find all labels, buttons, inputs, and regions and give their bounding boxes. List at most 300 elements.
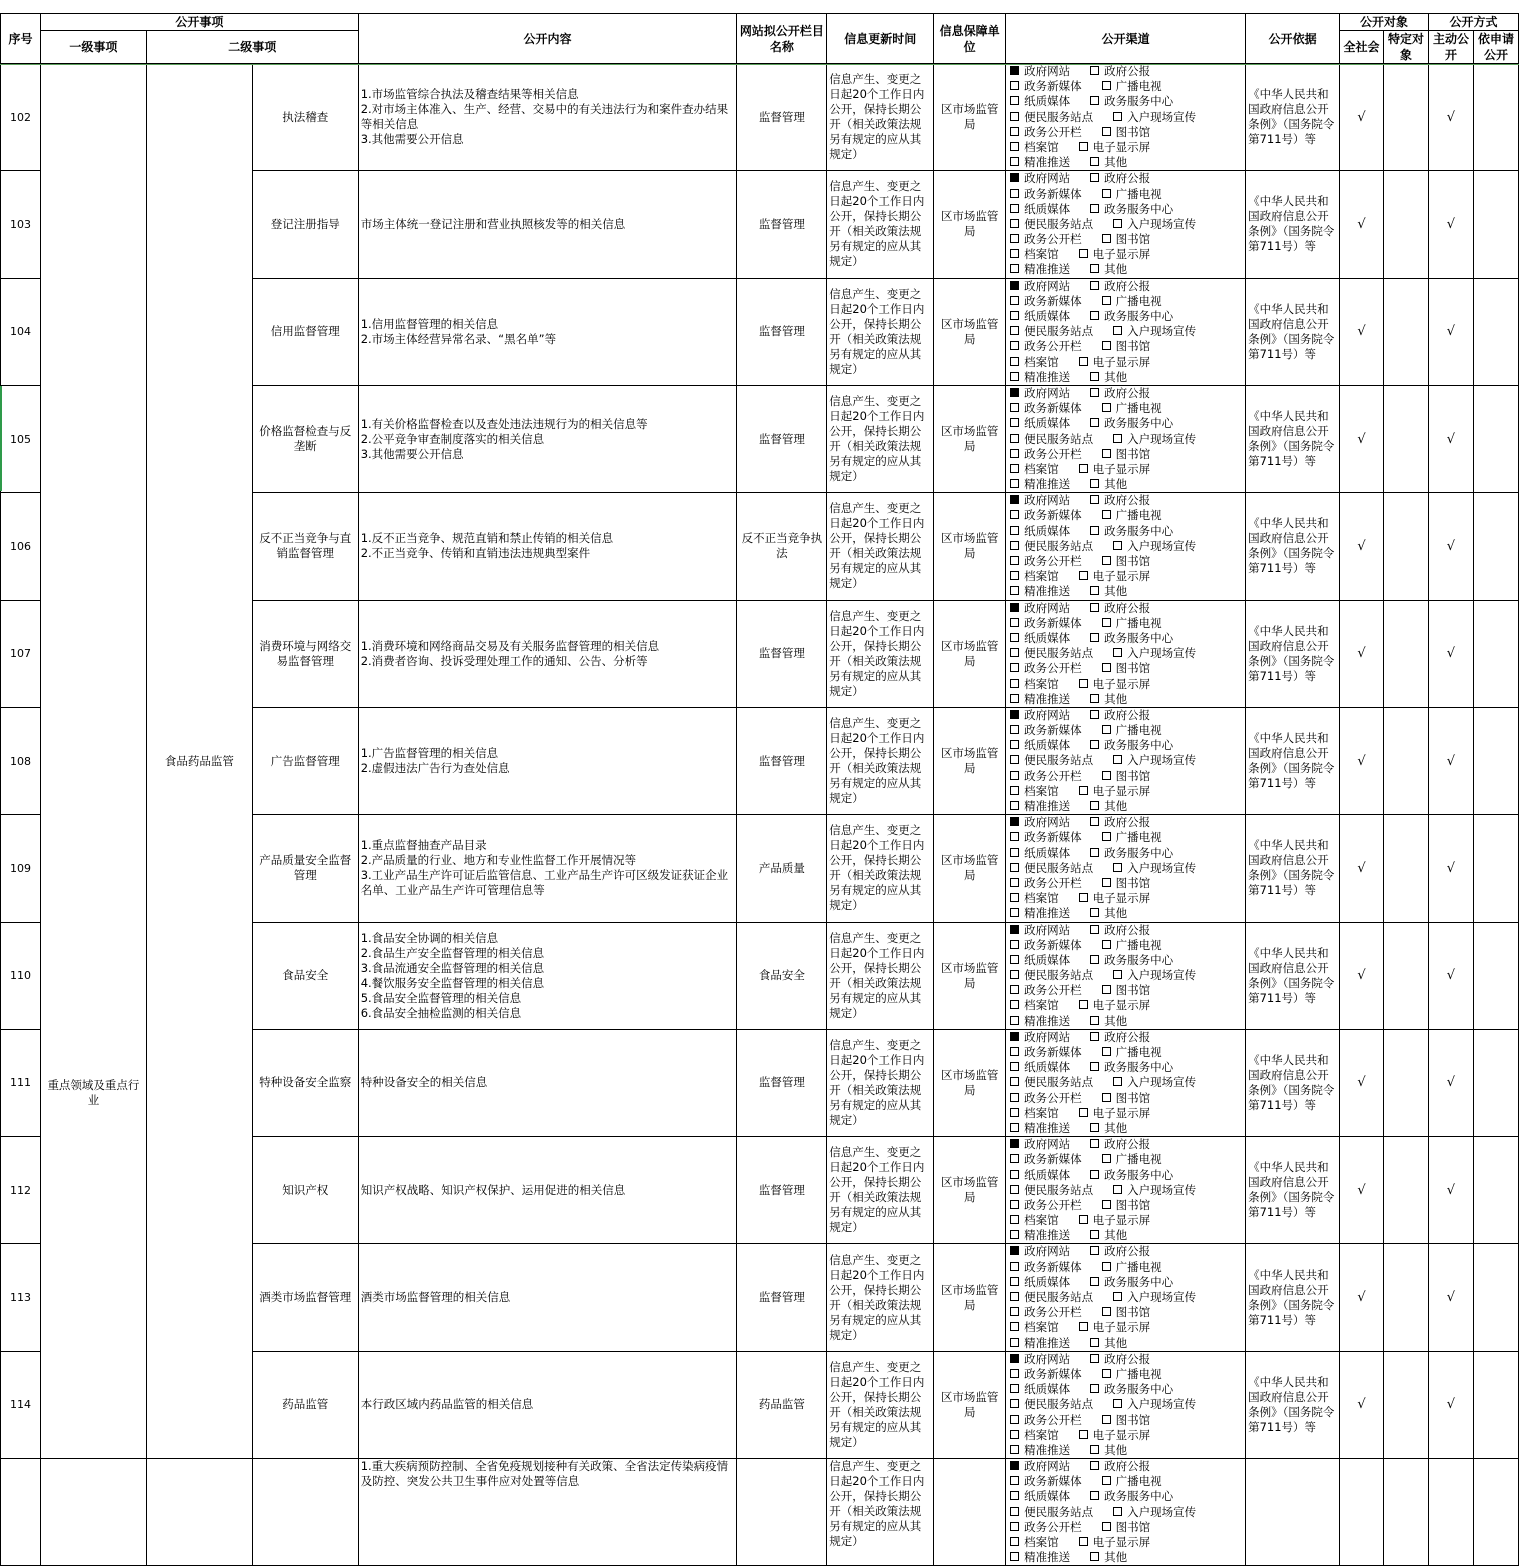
checkbox-icon[interactable]	[1010, 955, 1019, 964]
checkbox-icon[interactable]	[1102, 663, 1111, 672]
update-time-cell[interactable]: 信息产生、变更之日起20个工作日内公开，保持长期公开（相关政策法规另有规定的应从其规定）	[827, 1029, 934, 1136]
channels-cell[interactable]	[1006, 1351, 1246, 1458]
target-all-cell[interactable]: √	[1340, 707, 1384, 814]
checkbox-icon[interactable]	[1102, 1307, 1111, 1316]
checkbox-icon[interactable]	[1010, 1322, 1019, 1331]
checkbox-icon[interactable]	[1079, 1215, 1088, 1224]
method-active-cell[interactable]: √	[1428, 171, 1473, 278]
basis-cell[interactable]: 《中华人民共和国政府信息公开条例》（国务院令第711号）等	[1246, 600, 1340, 707]
method-active-cell[interactable]: √	[1428, 1137, 1473, 1244]
target-specific-cell[interactable]	[1384, 815, 1429, 922]
checkbox-icon[interactable]	[1079, 1108, 1088, 1117]
checkbox-icon[interactable]	[1090, 388, 1099, 397]
checkbox-icon[interactable]	[1090, 694, 1099, 703]
checkbox-icon[interactable]	[1010, 326, 1019, 335]
checkbox-icon[interactable]	[1090, 1139, 1099, 1148]
update-time-cell[interactable]: 信息产生、变更之日起20个工作日内公开，保持长期公开（相关政策法规另有规定的应从其规定）	[827, 1459, 934, 1566]
checkbox-icon[interactable]	[1010, 1415, 1019, 1424]
checkbox-icon[interactable]	[1090, 1170, 1099, 1179]
checked-box-icon[interactable]	[1010, 1246, 1019, 1255]
item-cell[interactable]: 知识产权	[252, 1137, 358, 1244]
checkbox-icon[interactable]	[1102, 832, 1111, 841]
checkbox-icon[interactable]	[1010, 1262, 1019, 1271]
serial-cell[interactable]: 114	[1, 1351, 41, 1458]
basis-cell[interactable]: 《中华人民共和国政府信息公开条例》（国务院令第711号）等	[1246, 1029, 1340, 1136]
method-apply-cell[interactable]	[1473, 922, 1518, 1029]
target-all-cell[interactable]	[1340, 1459, 1384, 1566]
checkbox-icon[interactable]	[1079, 249, 1088, 258]
checkbox-icon[interactable]	[1010, 372, 1019, 381]
checkbox-icon[interactable]	[1010, 878, 1019, 887]
content-cell[interactable]	[358, 922, 737, 1029]
checkbox-icon[interactable]	[1010, 1507, 1019, 1516]
column-name-cell[interactable]: 监督管理	[737, 278, 827, 385]
checkbox-icon[interactable]	[1010, 418, 1019, 427]
guarantee-unit-cell[interactable]: 区市场监管局	[934, 922, 1006, 1029]
checkbox-icon[interactable]	[1090, 1230, 1099, 1239]
channels-cell[interactable]	[1006, 171, 1246, 278]
checkbox-icon[interactable]	[1102, 1093, 1111, 1102]
checkbox-icon[interactable]	[1010, 1552, 1019, 1561]
checkbox-icon[interactable]	[1090, 418, 1099, 427]
checkbox-icon[interactable]	[1010, 832, 1019, 841]
content-cell[interactable]	[358, 385, 737, 492]
target-all-cell[interactable]: √	[1340, 922, 1384, 1029]
checkbox-icon[interactable]	[1010, 571, 1019, 580]
checkbox-icon[interactable]	[1010, 1476, 1019, 1485]
target-specific-cell[interactable]	[1384, 1137, 1429, 1244]
checked-box-icon[interactable]	[1010, 1139, 1019, 1148]
checkbox-icon[interactable]	[1010, 648, 1019, 657]
update-time-cell[interactable]: 信息产生、变更之日起20个工作日内公开，保持长期公开（相关政策法规另有规定的应从其规定）	[827, 278, 934, 385]
column-name-cell[interactable]: 监督管理	[737, 171, 827, 278]
checkbox-icon[interactable]	[1090, 710, 1099, 719]
target-all-cell[interactable]: √	[1340, 1244, 1384, 1351]
item-cell[interactable]	[252, 1459, 358, 1566]
item-cell[interactable]: 信用监督管理	[252, 278, 358, 385]
method-apply-cell[interactable]	[1473, 278, 1518, 385]
guarantee-unit-cell[interactable]: 区市场监管局	[934, 385, 1006, 492]
checkbox-icon[interactable]	[1090, 1354, 1099, 1363]
method-active-cell[interactable]: √	[1428, 600, 1473, 707]
checkbox-icon[interactable]	[1010, 249, 1019, 258]
checkbox-icon[interactable]	[1010, 296, 1019, 305]
serial-cell[interactable]: 105	[1, 385, 41, 492]
guarantee-unit-cell[interactable]	[934, 1459, 1006, 1566]
checkbox-icon[interactable]	[1010, 1399, 1019, 1408]
checkbox-icon[interactable]	[1102, 725, 1111, 734]
serial-cell[interactable]: 103	[1, 171, 41, 278]
checked-box-icon[interactable]	[1010, 1354, 1019, 1363]
checkbox-icon[interactable]	[1090, 955, 1099, 964]
serial-cell[interactable]: 108	[1, 707, 41, 814]
method-apply-cell[interactable]	[1473, 815, 1518, 922]
channels-cell[interactable]	[1006, 922, 1246, 1029]
checkbox-icon[interactable]	[1010, 1062, 1019, 1071]
checkbox-icon[interactable]	[1010, 1430, 1019, 1439]
basis-cell[interactable]: 《中华人民共和国政府信息公开条例》（国务院令第711号）等	[1246, 493, 1340, 600]
column-name-cell[interactable]: 反不正当竞争执法	[737, 493, 827, 600]
checkbox-icon[interactable]	[1102, 234, 1111, 243]
guarantee-unit-cell[interactable]: 区市场监管局	[934, 493, 1006, 600]
method-active-cell[interactable]: √	[1428, 707, 1473, 814]
target-specific-cell[interactable]	[1384, 1029, 1429, 1136]
serial-cell[interactable]: 106	[1, 493, 41, 600]
target-all-cell[interactable]: √	[1340, 64, 1384, 171]
channels-cell[interactable]	[1006, 815, 1246, 922]
method-active-cell[interactable]: √	[1428, 815, 1473, 922]
checkbox-icon[interactable]	[1010, 908, 1019, 917]
checkbox-icon[interactable]	[1090, 372, 1099, 381]
checkbox-icon[interactable]	[1090, 1384, 1099, 1393]
checkbox-icon[interactable]	[1010, 204, 1019, 213]
checkbox-icon[interactable]	[1010, 586, 1019, 595]
checkbox-icon[interactable]	[1090, 925, 1099, 934]
checkbox-icon[interactable]	[1010, 633, 1019, 642]
checkbox-icon[interactable]	[1010, 1093, 1019, 1102]
checkbox-icon[interactable]	[1010, 1108, 1019, 1117]
checkbox-icon[interactable]	[1010, 1230, 1019, 1239]
channels-cell[interactable]	[1006, 1137, 1246, 1244]
checkbox-icon[interactable]	[1010, 725, 1019, 734]
checkbox-icon[interactable]	[1113, 1507, 1122, 1516]
column-name-cell[interactable]: 监督管理	[737, 707, 827, 814]
checkbox-icon[interactable]	[1102, 1262, 1111, 1271]
method-apply-cell[interactable]	[1473, 707, 1518, 814]
checkbox-icon[interactable]	[1113, 755, 1122, 764]
checkbox-icon[interactable]	[1102, 618, 1111, 627]
checkbox-icon[interactable]	[1090, 1016, 1099, 1025]
checkbox-icon[interactable]	[1010, 1384, 1019, 1393]
method-active-cell[interactable]: √	[1428, 64, 1473, 171]
checkbox-icon[interactable]	[1010, 1491, 1019, 1500]
guarantee-unit-cell[interactable]: 区市场监管局	[934, 1244, 1006, 1351]
checkbox-icon[interactable]	[1010, 112, 1019, 121]
method-active-cell[interactable]: √	[1428, 1029, 1473, 1136]
item-cell[interactable]: 食品安全	[252, 922, 358, 1029]
checkbox-icon[interactable]	[1010, 1000, 1019, 1009]
checkbox-icon[interactable]	[1102, 1476, 1111, 1485]
target-specific-cell[interactable]	[1384, 707, 1429, 814]
checkbox-icon[interactable]	[1010, 357, 1019, 366]
checkbox-icon[interactable]	[1010, 1445, 1019, 1454]
checkbox-icon[interactable]	[1010, 663, 1019, 672]
method-apply-cell[interactable]	[1473, 1029, 1518, 1136]
checkbox-icon[interactable]	[1010, 526, 1019, 535]
checkbox-icon[interactable]	[1102, 449, 1111, 458]
item-cell[interactable]: 药品监管	[252, 1351, 358, 1458]
checked-box-icon[interactable]	[1010, 1032, 1019, 1041]
column-name-cell[interactable]: 监督管理	[737, 1029, 827, 1136]
checkbox-icon[interactable]	[1102, 403, 1111, 412]
checkbox-icon[interactable]	[1010, 1277, 1019, 1286]
checkbox-icon[interactable]	[1113, 863, 1122, 872]
method-active-cell[interactable]: √	[1428, 278, 1473, 385]
guarantee-unit-cell[interactable]: 区市场监管局	[934, 600, 1006, 707]
target-all-cell[interactable]: √	[1340, 1029, 1384, 1136]
checkbox-icon[interactable]	[1010, 985, 1019, 994]
checked-box-icon[interactable]	[1010, 388, 1019, 397]
channels-cell[interactable]	[1006, 707, 1246, 814]
item-cell[interactable]: 特种设备安全监察	[252, 1029, 358, 1136]
checkbox-icon[interactable]	[1113, 1399, 1122, 1408]
checkbox-icon[interactable]	[1010, 786, 1019, 795]
serial-cell[interactable]: 111	[1, 1029, 41, 1136]
item-cell[interactable]: 酒类市场监督管理	[252, 1244, 358, 1351]
serial-cell[interactable]: 109	[1, 815, 41, 922]
basis-cell[interactable]: 《中华人民共和国政府信息公开条例》（国务院令第711号）等	[1246, 922, 1340, 1029]
update-time-cell[interactable]: 信息产生、变更之日起20个工作日内公开，保持长期公开（相关政策法规另有规定的应从其规定）	[827, 815, 934, 922]
checkbox-icon[interactable]	[1090, 495, 1099, 504]
method-active-cell[interactable]: √	[1428, 493, 1473, 600]
guarantee-unit-cell[interactable]: 区市场监管局	[934, 1029, 1006, 1136]
target-specific-cell[interactable]	[1384, 600, 1429, 707]
target-all-cell[interactable]: √	[1340, 1137, 1384, 1244]
checkbox-icon[interactable]	[1079, 1322, 1088, 1331]
target-all-cell[interactable]: √	[1340, 815, 1384, 922]
channels-cell[interactable]	[1006, 385, 1246, 492]
target-specific-cell[interactable]	[1384, 493, 1429, 600]
checkbox-icon[interactable]	[1010, 1185, 1019, 1194]
checkbox-icon[interactable]	[1090, 1552, 1099, 1561]
checkbox-icon[interactable]	[1102, 1200, 1111, 1209]
checkbox-icon[interactable]	[1090, 848, 1099, 857]
update-time-cell[interactable]: 信息产生、变更之日起20个工作日内公开，保持长期公开（相关政策法规另有规定的应从其规定）	[827, 385, 934, 492]
checkbox-icon[interactable]	[1010, 1047, 1019, 1056]
method-active-cell[interactable]: √	[1428, 385, 1473, 492]
checkbox-icon[interactable]	[1090, 801, 1099, 810]
checkbox-icon[interactable]	[1079, 893, 1088, 902]
target-all-cell[interactable]: √	[1340, 600, 1384, 707]
update-time-cell[interactable]: 信息产生、变更之日起20个工作日内公开，保持长期公开（相关政策法规另有规定的应从其规定）	[827, 600, 934, 707]
level2-cell-next[interactable]	[146, 1459, 252, 1566]
checkbox-icon[interactable]	[1010, 464, 1019, 473]
channels-cell[interactable]	[1006, 1244, 1246, 1351]
update-time-cell[interactable]: 信息产生、变更之日起20个工作日内公开，保持长期公开（相关政策法规另有规定的应从其规定）	[827, 1137, 934, 1244]
target-specific-cell[interactable]	[1384, 1459, 1429, 1566]
update-time-cell[interactable]: 信息产生、变更之日起20个工作日内公开，保持长期公开（相关政策法规另有规定的应从其规定）	[827, 1244, 934, 1351]
serial-cell[interactable]: 110	[1, 922, 41, 1029]
checkbox-icon[interactable]	[1010, 311, 1019, 320]
checkbox-icon[interactable]	[1090, 817, 1099, 826]
checkbox-icon[interactable]	[1010, 863, 1019, 872]
method-apply-cell[interactable]	[1473, 1459, 1518, 1566]
item-cell[interactable]: 执法稽查	[252, 64, 358, 171]
checkbox-icon[interactable]	[1010, 510, 1019, 519]
serial-cell[interactable]: 102	[1, 64, 41, 171]
checkbox-icon[interactable]	[1010, 479, 1019, 488]
checkbox-icon[interactable]	[1090, 740, 1099, 749]
checkbox-icon[interactable]	[1090, 908, 1099, 917]
target-all-cell[interactable]: √	[1340, 493, 1384, 600]
checkbox-icon[interactable]	[1010, 1369, 1019, 1378]
checkbox-icon[interactable]	[1090, 1062, 1099, 1071]
checkbox-icon[interactable]	[1079, 1430, 1088, 1439]
checkbox-icon[interactable]	[1079, 679, 1088, 688]
checkbox-icon[interactable]	[1102, 189, 1111, 198]
checkbox-icon[interactable]	[1079, 464, 1088, 473]
column-name-cell[interactable]: 产品质量	[737, 815, 827, 922]
checkbox-icon[interactable]	[1010, 1307, 1019, 1316]
method-apply-cell[interactable]	[1473, 493, 1518, 600]
target-specific-cell[interactable]	[1384, 278, 1429, 385]
method-apply-cell[interactable]	[1473, 385, 1518, 492]
target-specific-cell[interactable]	[1384, 385, 1429, 492]
checkbox-icon[interactable]	[1010, 848, 1019, 857]
checked-box-icon[interactable]	[1010, 66, 1019, 75]
checkbox-icon[interactable]	[1090, 66, 1099, 75]
checkbox-icon[interactable]	[1010, 1537, 1019, 1546]
target-all-cell[interactable]: √	[1340, 385, 1384, 492]
column-name-cell[interactable]: 食品安全	[737, 922, 827, 1029]
content-cell[interactable]	[358, 1244, 737, 1351]
checkbox-icon[interactable]	[1010, 618, 1019, 627]
checkbox-icon[interactable]	[1010, 771, 1019, 780]
guarantee-unit-cell[interactable]: 区市场监管局	[934, 171, 1006, 278]
checked-box-icon[interactable]	[1010, 710, 1019, 719]
item-cell[interactable]: 消费环境与网络交易监督管理	[252, 600, 358, 707]
checkbox-icon[interactable]	[1113, 648, 1122, 657]
checkbox-icon[interactable]	[1090, 526, 1099, 535]
basis-cell[interactable]: 《中华人民共和国政府信息公开条例》（国务院令第711号）等	[1246, 815, 1340, 922]
checkbox-icon[interactable]	[1090, 603, 1099, 612]
checkbox-icon[interactable]	[1090, 1338, 1099, 1347]
checkbox-icon[interactable]	[1079, 786, 1088, 795]
checkbox-icon[interactable]	[1010, 234, 1019, 243]
checkbox-icon[interactable]	[1090, 204, 1099, 213]
checkbox-icon[interactable]	[1010, 264, 1019, 273]
checkbox-icon[interactable]	[1090, 586, 1099, 595]
column-name-cell[interactable]: 监督管理	[737, 1244, 827, 1351]
guarantee-unit-cell[interactable]: 区市场监管局	[934, 1351, 1006, 1458]
serial-cell[interactable]: 104	[1, 278, 41, 385]
channels-cell[interactable]	[1006, 1459, 1246, 1566]
checkbox-icon[interactable]	[1090, 633, 1099, 642]
checkbox-icon[interactable]	[1102, 127, 1111, 136]
checkbox-icon[interactable]	[1090, 1246, 1099, 1255]
checkbox-icon[interactable]	[1010, 740, 1019, 749]
checkbox-icon[interactable]	[1010, 142, 1019, 151]
basis-cell[interactable]: 《中华人民共和国政府信息公开条例》（国务院令第711号）等	[1246, 385, 1340, 492]
checkbox-icon[interactable]	[1090, 1461, 1099, 1470]
guarantee-unit-cell[interactable]: 区市场监管局	[934, 1137, 1006, 1244]
checkbox-icon[interactable]	[1010, 1123, 1019, 1132]
channels-cell[interactable]	[1006, 600, 1246, 707]
basis-cell[interactable]: 《中华人民共和国政府信息公开条例》（国务院令第711号）等	[1246, 278, 1340, 385]
checkbox-icon[interactable]	[1010, 1338, 1019, 1347]
checkbox-icon[interactable]	[1010, 189, 1019, 198]
checkbox-icon[interactable]	[1010, 940, 1019, 949]
target-specific-cell[interactable]	[1384, 171, 1429, 278]
target-specific-cell[interactable]	[1384, 64, 1429, 171]
basis-cell[interactable]: 《中华人民共和国政府信息公开条例》（国务院令第711号）等	[1246, 1351, 1340, 1458]
method-apply-cell[interactable]	[1473, 171, 1518, 278]
checkbox-icon[interactable]	[1113, 1292, 1122, 1301]
checked-box-icon[interactable]	[1010, 603, 1019, 612]
target-all-cell[interactable]: √	[1340, 171, 1384, 278]
method-active-cell[interactable]: √	[1428, 922, 1473, 1029]
checked-box-icon[interactable]	[1010, 495, 1019, 504]
checkbox-icon[interactable]	[1010, 127, 1019, 136]
checkbox-icon[interactable]	[1010, 1077, 1019, 1086]
checked-box-icon[interactable]	[1010, 281, 1019, 290]
checkbox-icon[interactable]	[1102, 81, 1111, 90]
checkbox-icon[interactable]	[1090, 311, 1099, 320]
basis-cell[interactable]	[1246, 1459, 1340, 1566]
guarantee-unit-cell[interactable]: 区市场监管局	[934, 707, 1006, 814]
checkbox-icon[interactable]	[1090, 173, 1099, 182]
item-cell[interactable]: 反不正当竞争与直销监督管理	[252, 493, 358, 600]
content-cell[interactable]	[358, 493, 737, 600]
checkbox-icon[interactable]	[1102, 985, 1111, 994]
checkbox-icon[interactable]	[1102, 556, 1111, 565]
content-cell[interactable]	[358, 1459, 737, 1566]
checkbox-icon[interactable]	[1010, 341, 1019, 350]
content-cell[interactable]	[358, 1351, 737, 1458]
serial-cell[interactable]: 112	[1, 1137, 41, 1244]
checkbox-icon[interactable]	[1010, 893, 1019, 902]
checkbox-icon[interactable]	[1010, 970, 1019, 979]
target-specific-cell[interactable]	[1384, 1351, 1429, 1458]
checkbox-icon[interactable]	[1010, 157, 1019, 166]
checkbox-icon[interactable]	[1113, 970, 1122, 979]
target-specific-cell[interactable]	[1384, 922, 1429, 1029]
update-time-cell[interactable]: 信息产生、变更之日起20个工作日内公开，保持长期公开（相关政策法规另有规定的应从其规定）	[827, 64, 934, 171]
guarantee-unit-cell[interactable]: 区市场监管局	[934, 815, 1006, 922]
checkbox-icon[interactable]	[1090, 1032, 1099, 1041]
checkbox-icon[interactable]	[1010, 541, 1019, 550]
update-time-cell[interactable]: 信息产生、变更之日起20个工作日内公开，保持长期公开（相关政策法规另有规定的应从其规定）	[827, 707, 934, 814]
checkbox-icon[interactable]	[1113, 219, 1122, 228]
checkbox-icon[interactable]	[1079, 357, 1088, 366]
item-cell[interactable]: 广告监督管理	[252, 707, 358, 814]
method-active-cell[interactable]	[1428, 1459, 1473, 1566]
checked-box-icon[interactable]	[1010, 173, 1019, 182]
target-all-cell[interactable]: √	[1340, 278, 1384, 385]
update-time-cell[interactable]: 信息产生、变更之日起20个工作日内公开，保持长期公开（相关政策法规另有规定的应从其规定）	[827, 171, 934, 278]
checkbox-icon[interactable]	[1010, 449, 1019, 458]
checkbox-icon[interactable]	[1010, 403, 1019, 412]
method-apply-cell[interactable]	[1473, 1351, 1518, 1458]
content-cell[interactable]	[358, 64, 737, 171]
checkbox-icon[interactable]	[1090, 264, 1099, 273]
checkbox-icon[interactable]	[1113, 112, 1122, 121]
method-apply-cell[interactable]	[1473, 1244, 1518, 1351]
method-active-cell[interactable]: √	[1428, 1244, 1473, 1351]
channels-cell[interactable]	[1006, 1029, 1246, 1136]
level1-cell[interactable]: 重点领域及重点行业	[40, 64, 146, 1459]
checked-box-icon[interactable]	[1010, 925, 1019, 934]
target-specific-cell[interactable]	[1384, 1244, 1429, 1351]
checkbox-icon[interactable]	[1102, 296, 1111, 305]
method-apply-cell[interactable]	[1473, 600, 1518, 707]
checkbox-icon[interactable]	[1113, 1185, 1122, 1194]
checkbox-icon[interactable]	[1090, 479, 1099, 488]
checkbox-icon[interactable]	[1010, 1170, 1019, 1179]
checkbox-icon[interactable]	[1090, 1491, 1099, 1500]
basis-cell[interactable]: 《中华人民共和国政府信息公开条例》（国务院令第711号）等	[1246, 1137, 1340, 1244]
checkbox-icon[interactable]	[1010, 801, 1019, 810]
checkbox-icon[interactable]	[1090, 1445, 1099, 1454]
checkbox-icon[interactable]	[1010, 556, 1019, 565]
column-name-cell[interactable]	[737, 1459, 827, 1566]
checkbox-icon[interactable]	[1113, 541, 1122, 550]
basis-cell[interactable]: 《中华人民共和国政府信息公开条例》（国务院令第711号）等	[1246, 64, 1340, 171]
checkbox-icon[interactable]	[1090, 1277, 1099, 1286]
column-name-cell[interactable]: 监督管理	[737, 64, 827, 171]
checkbox-icon[interactable]	[1113, 326, 1122, 335]
basis-cell[interactable]: 《中华人民共和国政府信息公开条例》（国务院令第711号）等	[1246, 707, 1340, 814]
